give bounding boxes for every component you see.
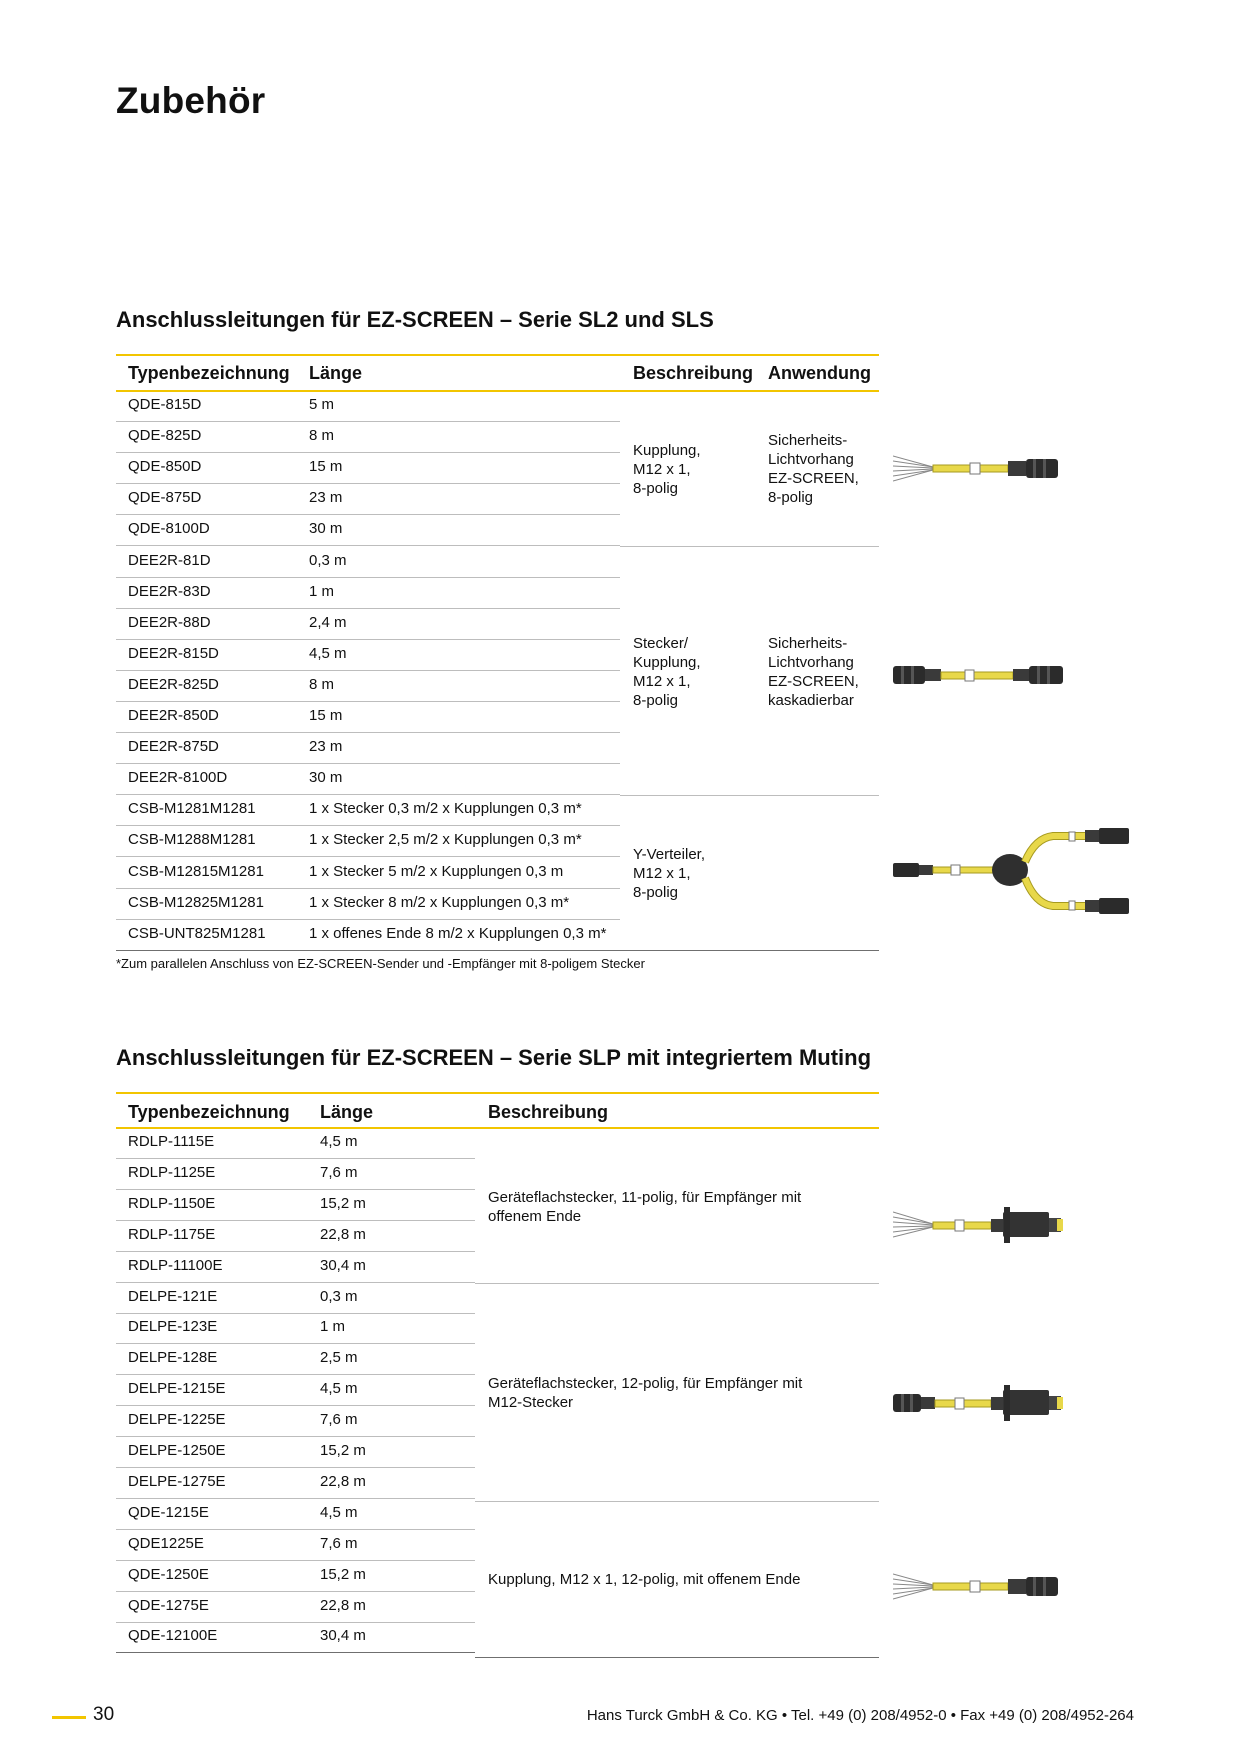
length-cell: 23 m bbox=[309, 738, 343, 756]
table-row bbox=[116, 1190, 475, 1221]
table-row bbox=[116, 1344, 475, 1375]
cable-open-end-coupling-icon bbox=[893, 1570, 1073, 1604]
length-cell: 0,3 m bbox=[320, 1287, 358, 1305]
table2-group-separator bbox=[475, 1501, 879, 1502]
cable-open-end-coupling-icon bbox=[893, 452, 1073, 486]
length-cell: 1 x Stecker 2,5 m/2 x Kupplungen 0,3 m* bbox=[309, 831, 582, 849]
length-cell: 1 m bbox=[320, 1318, 346, 1336]
type-cell: QDE-875D bbox=[128, 489, 202, 507]
page-number: 30 bbox=[93, 1704, 115, 1725]
length-cell: 4,5 m bbox=[320, 1503, 358, 1521]
flat-connector-open-end-cable-icon bbox=[893, 1206, 1065, 1244]
length-cell: 22,8 m bbox=[320, 1472, 366, 1490]
table-row bbox=[116, 1468, 475, 1499]
type-cell: QDE-815D bbox=[128, 396, 202, 413]
type-cell: RDLP-11100E bbox=[128, 1256, 223, 1274]
table-row bbox=[116, 391, 620, 422]
table1-group2-desc: Stecker/ Kupplung, M12 x 1, 8-polig bbox=[633, 635, 701, 709]
type-cell: QDE-825D bbox=[128, 427, 202, 445]
type-cell: CSB-M12825M1281 bbox=[128, 893, 264, 911]
table-row bbox=[116, 609, 620, 640]
table-row bbox=[116, 484, 620, 515]
table-row bbox=[116, 764, 620, 795]
table2-top-rule bbox=[116, 1092, 879, 1094]
type-cell: DEE2R-875D bbox=[128, 738, 219, 756]
y-splitter-cable-icon bbox=[893, 826, 1143, 914]
type-cell: DELPE-128E bbox=[128, 1349, 218, 1367]
table1-footnote: *Zum parallelen Anschluss von EZ-SCREEN-Sender und -Empfänger mit 8-poligem Stecker bbox=[116, 956, 645, 971]
table-row bbox=[116, 422, 620, 453]
length-cell: 1 x offenes Ende 8 m/2 x Kupplungen 0,3 m* bbox=[309, 924, 607, 942]
type-cell: DEE2R-825D bbox=[128, 675, 219, 693]
type-cell: QDE-1275E bbox=[128, 1596, 209, 1614]
table2-bottom-rule bbox=[475, 1657, 879, 1658]
table-row bbox=[116, 1561, 475, 1592]
table-row bbox=[116, 1313, 475, 1344]
type-cell: DELPE-1215E bbox=[128, 1380, 226, 1398]
length-cell: 7,6 m bbox=[320, 1163, 358, 1181]
length-cell: 2,5 m bbox=[320, 1349, 358, 1367]
length-cell: 8 m bbox=[309, 675, 335, 693]
section2-heading: Anschlussleitungen für EZ-SCREEN – Serie SLP mit integriertem Muting bbox=[116, 1045, 872, 1070]
type-cell: QDE-850D bbox=[128, 458, 202, 476]
type-cell: QDE-8100D bbox=[128, 520, 210, 538]
type-cell: CSB-M1281M1281 bbox=[128, 800, 256, 818]
length-cell: 4,5 m bbox=[309, 644, 347, 662]
length-cell: 15,2 m bbox=[320, 1194, 366, 1212]
type-cell: RDLP-1115E bbox=[128, 1133, 215, 1150]
table1-header-length: Länge bbox=[309, 363, 363, 383]
length-cell: 15,2 m bbox=[320, 1442, 366, 1459]
table1-group1-use: Sicherheits- Lichtvorhang EZ-SCREEN, 8-polig bbox=[768, 432, 859, 506]
type-cell: QDE-1250E bbox=[128, 1565, 209, 1583]
type-cell: QDE-12100E bbox=[128, 1627, 218, 1645]
table1-group-separator bbox=[620, 546, 879, 547]
table-row bbox=[116, 920, 620, 951]
type-cell: DELPE-123E bbox=[128, 1318, 218, 1336]
table2-header-desc: Beschreibung bbox=[488, 1102, 609, 1122]
length-cell: 30 m bbox=[309, 520, 343, 538]
table1-top-rule bbox=[116, 354, 879, 356]
flat-connector-m12-cable-icon bbox=[893, 1384, 1065, 1422]
table-row bbox=[116, 1252, 475, 1283]
table-row bbox=[116, 795, 620, 826]
length-cell: 1 x Stecker 0,3 m/2 x Kupplungen 0,3 m* bbox=[309, 800, 582, 818]
length-cell: 8 m bbox=[309, 427, 335, 445]
length-cell: 30,4 m bbox=[320, 1627, 366, 1645]
table1-bottom-rule bbox=[620, 950, 879, 951]
type-cell: DELPE-1250E bbox=[128, 1442, 226, 1459]
footer-contact: Hans Turck GmbH & Co. KG • Tel. +49 (0) 208/4952-0 • Fax +49 (0) 208/4952-264 bbox=[586, 1707, 1134, 1724]
length-cell: 15 m bbox=[309, 707, 343, 724]
length-cell: 1 x Stecker 5 m/2 x Kupplungen 0,3 m bbox=[309, 862, 564, 880]
length-cell: 15,2 m bbox=[320, 1565, 366, 1583]
type-cell: CSB-M12815M1281 bbox=[128, 862, 264, 880]
type-cell: QDE-1215E bbox=[128, 1503, 209, 1521]
table1-group-separator bbox=[620, 795, 879, 796]
type-cell: DEE2R-81D bbox=[128, 551, 211, 569]
table-row bbox=[116, 1437, 475, 1468]
table-row bbox=[116, 889, 620, 920]
table-row bbox=[116, 578, 620, 609]
type-cell: RDLP-1125E bbox=[128, 1163, 216, 1181]
table1-header-desc: Beschreibung bbox=[633, 363, 754, 383]
length-cell: 30,4 m bbox=[320, 1256, 366, 1274]
table-row bbox=[116, 1592, 475, 1623]
table-row bbox=[116, 1128, 475, 1159]
table2-header-length: Länge bbox=[320, 1102, 374, 1122]
length-cell: 5 m bbox=[309, 396, 335, 413]
table-row bbox=[116, 702, 620, 733]
length-cell: 2,4 m bbox=[309, 613, 347, 631]
page-title: Zubehör bbox=[116, 80, 266, 121]
footer-accent-bar bbox=[52, 1716, 86, 1719]
table-row bbox=[116, 547, 620, 578]
table-row bbox=[116, 1499, 475, 1530]
cable-plug-coupling-icon bbox=[893, 662, 1065, 688]
type-cell: DEE2R-83D bbox=[128, 582, 211, 600]
table-row bbox=[116, 515, 620, 546]
table1-header-type: Typenbezeichnung bbox=[128, 363, 290, 383]
length-cell: 1 x Stecker 8 m/2 x Kupplungen 0,3 m* bbox=[309, 893, 570, 911]
table2-group2-desc: Geräteflachstecker, 12-polig, für Empfänger mit M12-Stecker bbox=[488, 1375, 803, 1411]
length-cell: 7,6 m bbox=[320, 1411, 358, 1429]
length-cell: 30 m bbox=[309, 769, 343, 787]
table-row bbox=[116, 640, 620, 671]
type-cell: DELPE-1275E bbox=[128, 1472, 226, 1490]
length-cell: 1 m bbox=[309, 582, 335, 600]
type-cell: RDLP-1150E bbox=[128, 1194, 216, 1212]
type-cell: DEE2R-850D bbox=[128, 707, 219, 724]
table-row bbox=[116, 733, 620, 764]
table2-group3-desc: Kupplung, M12 x 1, 12-polig, mit offenem Ende bbox=[488, 1571, 801, 1588]
table-row bbox=[116, 1221, 475, 1252]
table2-group-separator bbox=[475, 1283, 879, 1284]
length-cell: 4,5 m bbox=[320, 1133, 358, 1150]
type-cell: CSB-UNT825M1281 bbox=[128, 924, 266, 942]
type-cell: DELPE-1225E bbox=[128, 1411, 226, 1429]
type-cell: QDE1225E bbox=[128, 1534, 204, 1552]
length-cell: 4,5 m bbox=[320, 1380, 358, 1398]
table1-group1-desc: Kupplung, M12 x 1, 8-polig bbox=[633, 442, 701, 497]
type-cell: DEE2R-815D bbox=[128, 644, 219, 662]
type-cell: DEE2R-8100D bbox=[128, 769, 228, 787]
type-cell: CSB-M1288M1281 bbox=[128, 831, 256, 849]
table1-header-use: Anwendung bbox=[768, 363, 871, 383]
table-row bbox=[116, 453, 620, 484]
table-row bbox=[116, 858, 620, 889]
table-row bbox=[116, 671, 620, 702]
table-row bbox=[116, 1375, 475, 1406]
type-cell: DELPE-121E bbox=[128, 1287, 218, 1305]
table2-header-type: Typenbezeichnung bbox=[128, 1102, 290, 1122]
length-cell: 0,3 m bbox=[309, 551, 347, 569]
type-cell: RDLP-1175E bbox=[128, 1225, 216, 1243]
length-cell: 22,8 m bbox=[320, 1225, 366, 1243]
length-cell: 15 m bbox=[309, 458, 343, 476]
table-row bbox=[116, 1406, 475, 1437]
length-cell: 23 m bbox=[309, 489, 343, 507]
table-row bbox=[116, 826, 620, 857]
length-cell: 7,6 m bbox=[320, 1534, 358, 1552]
table1-group3-desc: Y-Verteiler, M12 x 1, 8-polig bbox=[633, 846, 705, 901]
table1-group2-use: Sicherheits- Lichtvorhang EZ-SCREEN, kaskadierbar bbox=[768, 635, 859, 709]
table-row bbox=[116, 1159, 475, 1190]
table-row bbox=[116, 1622, 475, 1653]
table2-group1-desc: Geräteflachstecker, 11-polig, für Empfänger mit offenem Ende bbox=[488, 1189, 802, 1225]
section1-heading: Anschlussleitungen für EZ-SCREEN – Serie SL2 und SLS bbox=[116, 307, 714, 332]
type-cell: DEE2R-88D bbox=[128, 613, 211, 631]
table-row bbox=[116, 1283, 475, 1314]
table-row bbox=[116, 1530, 475, 1561]
length-cell: 22,8 m bbox=[320, 1596, 366, 1614]
